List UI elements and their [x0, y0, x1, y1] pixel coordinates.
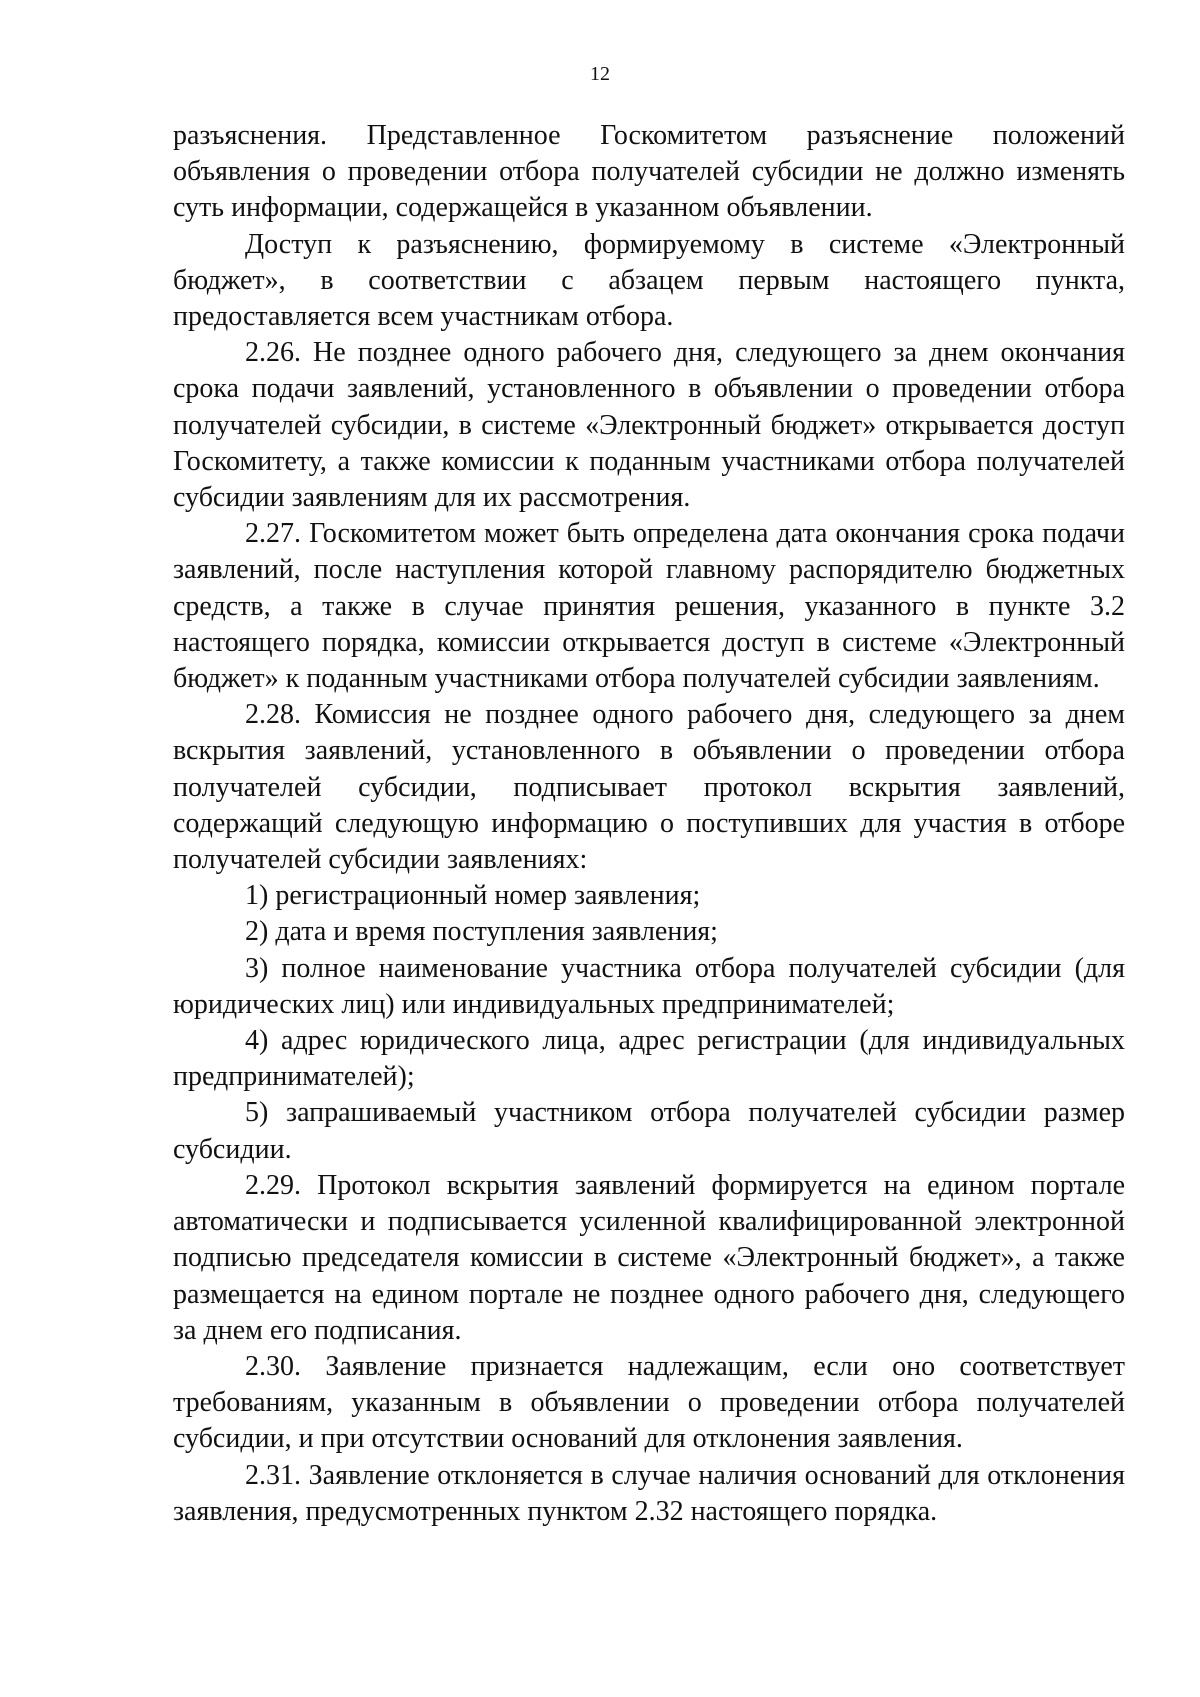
paragraph-2-27: 2.27. Госкомитетом может быть определена дата окончания срока подачи заявлений, после наступления которой главному распорядителю бюджетных средств, а также в случае принятия решения, указанного в пункте 3.2 настоящего порядка, комиссии открывается доступ в системе «Электронный бюджет» к поданным участниками отбора получателей субсидии заявлениям.	[173, 518, 1125, 695]
paragraph-2-30: 2.30. Заявление признается надлежащим, если оно соответствует требованиям, указанным в объявлении о проведении отбора получателей субсидии, и при отсутствии оснований для отклонения заявления.	[173, 1350, 1125, 1455]
list-item-2: 2) дата и время поступления заявления;	[245, 916, 718, 948]
paragraph-2-31: 2.31. Заявление отклоняется в случае наличия оснований для отклонения заявления, предусмотренных пунктом 2.32 настоящего порядка.	[173, 1459, 1125, 1527]
paragraph-2-26: 2.26. Не позднее одного рабочего дня, следующего за днем окончания срока подачи заявлений, установленного в объявлении о проведении отбора получателей субсидии, в системе «Электронный бюджет» открывается доступ Госкомитету, а также комиссии к поданным участниками отбора получателей субсидии заявлениям для их рассмотрения.	[173, 337, 1125, 514]
page-number: 12	[590, 63, 610, 85]
list-item-1: 1) регистрационный номер заявления;	[245, 880, 701, 912]
list-item-4: 4) адрес юридического лица, адрес регистрации (для индивидуальных предпринимателей);	[173, 1025, 1125, 1093]
paragraph-2-28: 2.28. Комиссия не позднее одного рабочего дня, следующего за днем вскрытия заявлений, установленного в объявлении о проведении отбора получателей субсидии, подписывает протокол вскрытия заявлений, содержащий следующую информацию о поступивших для участия в отборе получателей субсидии заявлениях:	[173, 699, 1125, 876]
paragraph-access-clarification: Доступ к разъяснению, формируемому в системе «Электронный бюджет», в соответствии с абзацем первым настоящего пункта, предоставляется всем участникам отбора.	[173, 228, 1125, 333]
document-body	[173, 118, 1125, 1530]
list-item-5: 5) запрашиваемый участником отбора получателей субсидии размер субсидии.	[173, 1097, 1125, 1165]
paragraph-2-29: 2.29. Протокол вскрытия заявлений формируется на едином портале автоматически и подписывается усиленной квалифицированной электронной подписью председателя комиссии в системе «Электронный бюджет», а также размещается на едином портале не позднее одного рабочего дня, следующего за днем его подписания.	[173, 1169, 1125, 1346]
list-item-3: 3) полное наименование участника отбора получателей субсидии (для юридических лиц) или индивидуальных предпринимателей;	[173, 952, 1125, 1020]
paragraph-continuation: разъяснения. Представленное Госкомитетом разъяснение положений объявления о проведении отбора получателей субсидии не должно изменять суть информации, содержащейся в указанном объявлении.	[173, 120, 1125, 224]
